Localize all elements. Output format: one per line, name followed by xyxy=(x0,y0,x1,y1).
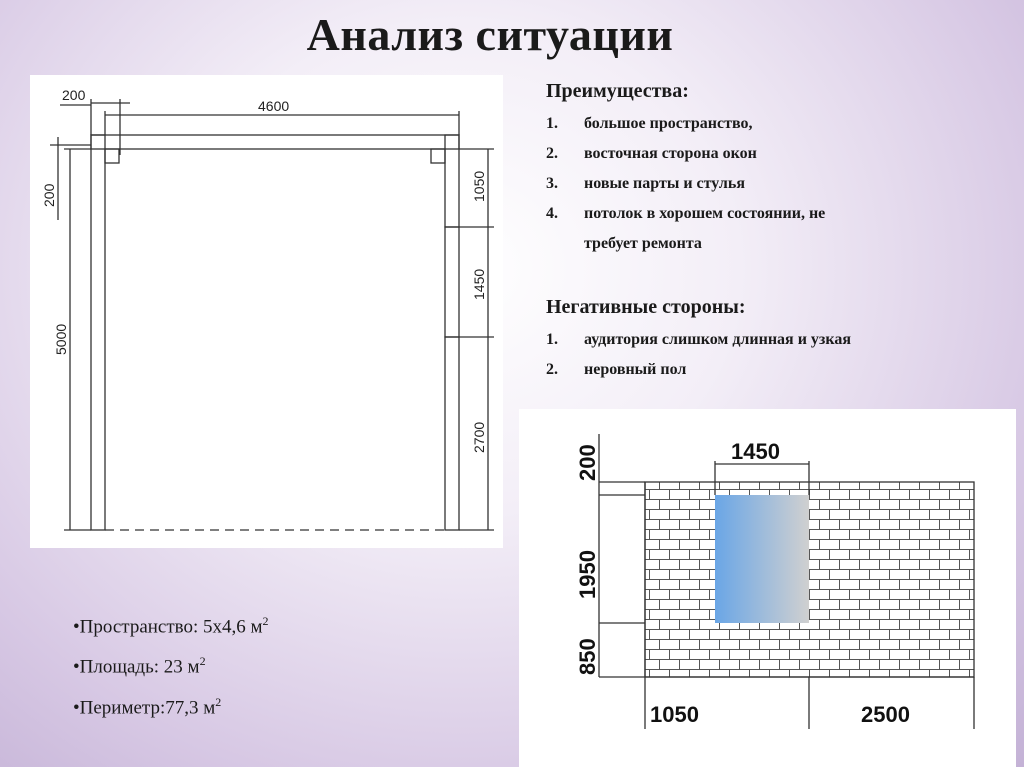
stat-area: •Площадь: 23 $м^2$ xyxy=(73,654,206,678)
room-stats xyxy=(73,604,269,725)
list-item: 2. восточная сторона окон xyxy=(546,145,757,162)
advantages-heading: Преимущества: xyxy=(546,80,689,102)
floor-plan-svg xyxy=(30,75,503,548)
dim-left-length: 5000 xyxy=(53,323,69,355)
dim-window-height: 1950 xyxy=(575,550,600,599)
window-glass xyxy=(715,495,809,623)
dim-top: 200 xyxy=(575,444,600,481)
negatives-list xyxy=(546,325,1006,385)
dim-window-width: 1450 xyxy=(731,439,780,464)
dim-left: 1050 xyxy=(650,702,699,727)
slide-title: Анализ ситуации xyxy=(306,9,674,60)
brick-wall xyxy=(645,482,974,677)
dim-top-width: 4600 xyxy=(258,98,290,114)
list-item: 2. неровный пол xyxy=(546,361,687,378)
list-item: требует ремонта xyxy=(584,235,702,252)
corner-left xyxy=(105,149,119,163)
wall-elevation-svg xyxy=(519,409,1016,767)
dim-left-small: 200 xyxy=(41,183,57,207)
top-beam xyxy=(91,135,459,149)
dim-right: 2500 xyxy=(861,702,910,727)
stat-perimeter: •Периметр:77,3 $м^2$ xyxy=(73,694,222,718)
advantages-list xyxy=(546,109,1006,259)
right-wall-lower xyxy=(445,337,459,530)
dim-right-top: 1050 xyxy=(471,170,487,202)
left-wall xyxy=(91,135,105,530)
dim-sill: 850 xyxy=(575,638,600,675)
dim-top-small: 200 xyxy=(62,87,86,103)
dim-right-window: 1450 xyxy=(471,268,487,300)
list-item: 1. большое пространство, xyxy=(546,115,753,132)
list-item: 1. аудитория слишком длинная и узкая xyxy=(546,331,851,348)
negatives-section xyxy=(546,296,1006,385)
stat-space: •Пространство: 5х4,6 $м^2$ xyxy=(73,614,269,638)
advantages-section xyxy=(546,80,1006,259)
list-item: 3. новые парты и стулья xyxy=(546,175,745,192)
dim-right-bottom: 2700 xyxy=(471,421,487,453)
negatives-heading: Негативные стороны: xyxy=(546,296,746,318)
wall-elevation-drawing xyxy=(519,409,1016,767)
right-window xyxy=(445,227,459,337)
list-item: 4. потолок в хорошем состоянии, не xyxy=(546,205,826,222)
corner-right xyxy=(431,149,445,163)
floor-plan-drawing xyxy=(30,75,503,548)
